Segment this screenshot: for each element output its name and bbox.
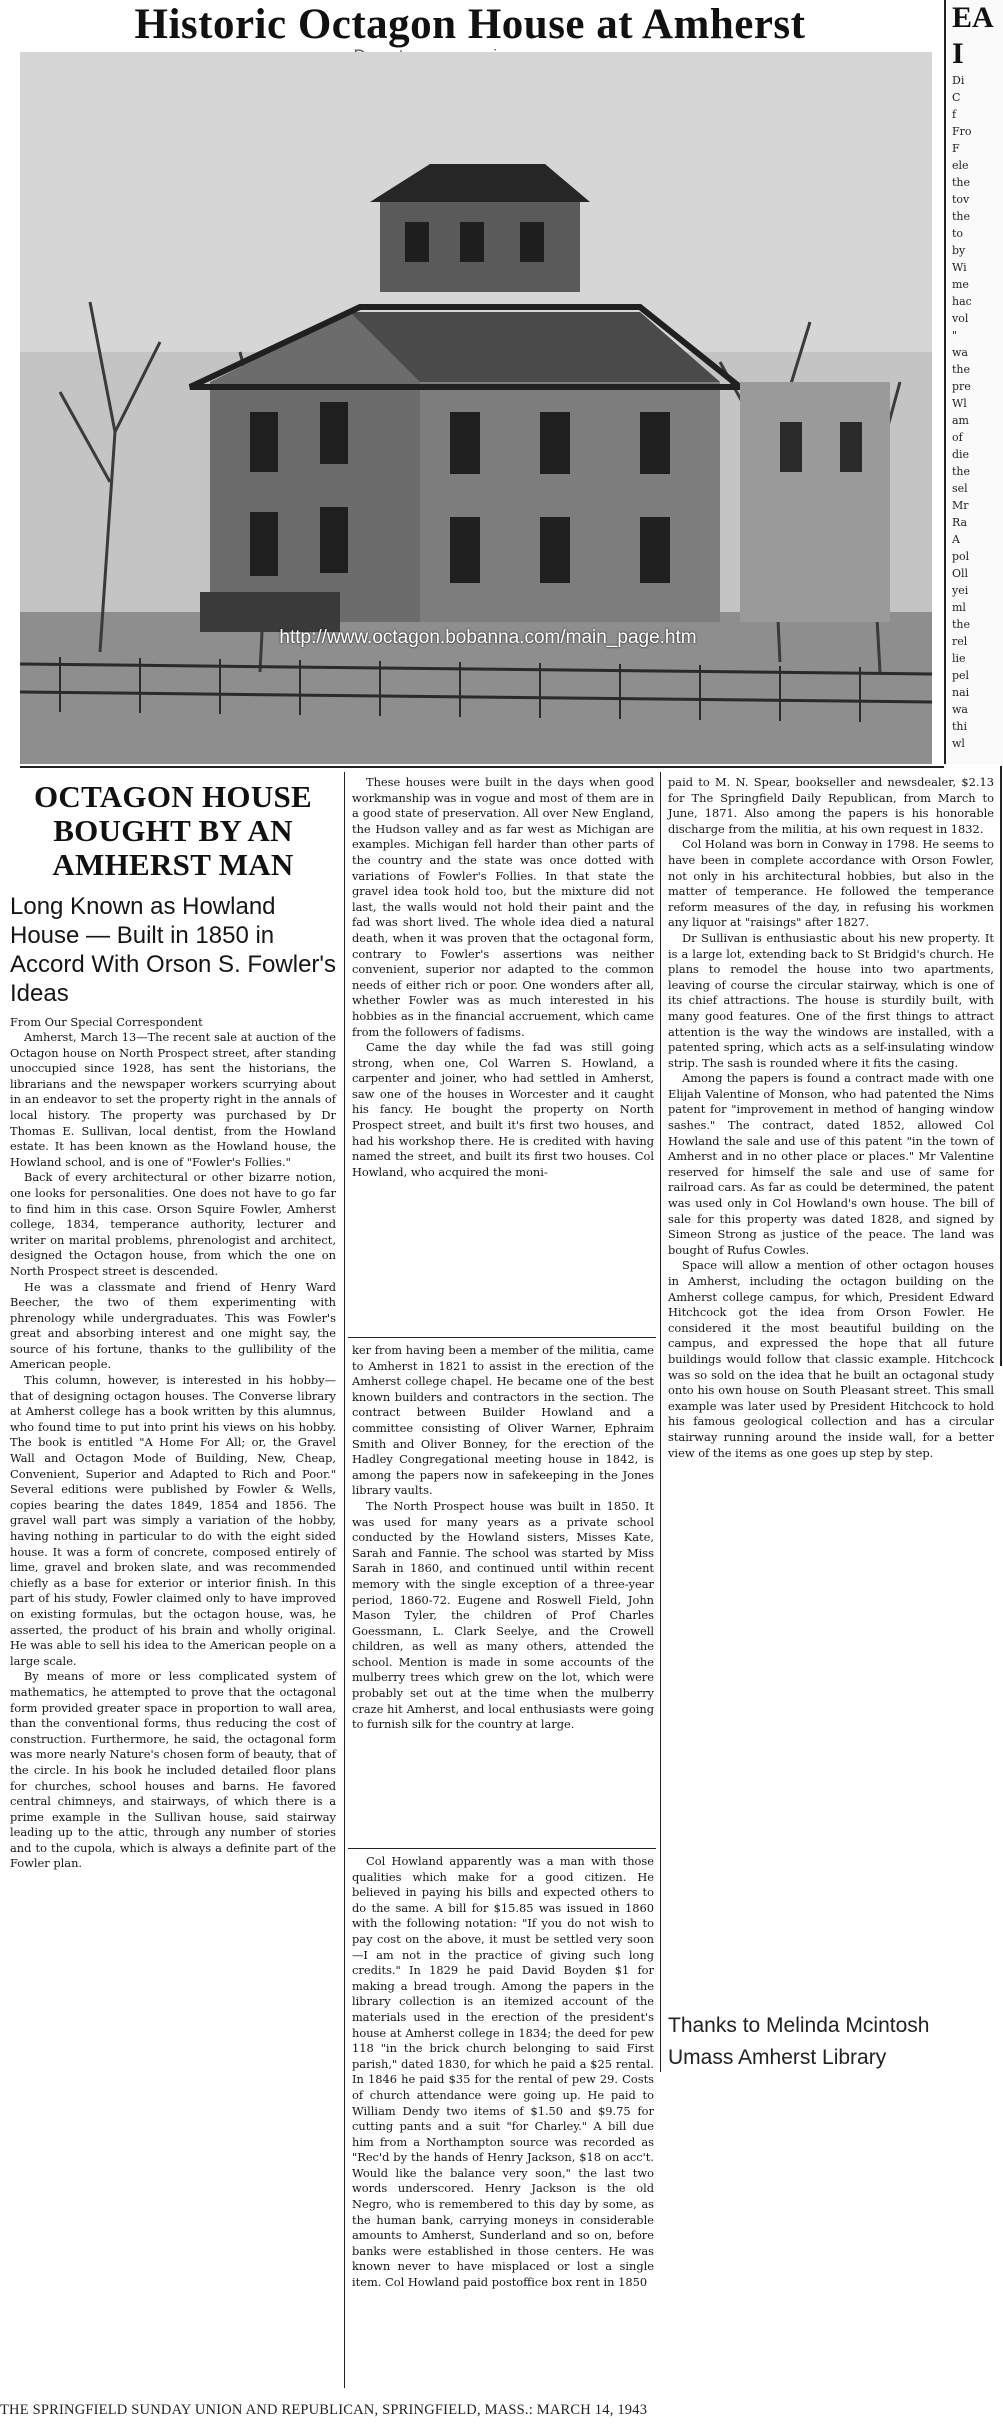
article-column-2-top <box>352 775 654 1180</box>
fragment-text: C <box>952 91 961 104</box>
fragment-text: thi <box>952 720 968 733</box>
article-paragraph: This column, however, is interested in his hobby—that of designing octagon houses. The Converse library at Amherst college has a book written by this alumnus, who found time to put into print his views on his hobby. The book is entitled "A Home For All; or, the Gravel Wall and Octagon Mode of Building, New, Cheap, Convenient, Superior and Adapted to Rich and Poor." Several editions were published by Fowler & Wells, copies bearing the dates 1849, 1854 and 1856. The gravel wall part was simply a variation of the hobby, having nothing in particular to do with the eight sided house. It was a form of concrete, composed entirely of lime, gravel and broken slate, and was recommended chiefly as a base for exterior or interior finish. In this part of his study, Fowler claimed only to have improved on existing formulas, but the octagon house, was, he asserted, the product of his brain and wholly original. He was able to sell his idea to the American people on a large scale. <box>10 1373 336 1668</box>
article-paragraph: Col Holand was born in Conway in 1798. He seems to have been in complete accordance with Orson Fowler, not only in his architectural hobbies, but also in the matter of temperance. He followed the temperance reform measures of the day, in refusing his workmen any liquor at "raisings" after 1827. <box>668 837 994 930</box>
fragment-text: Wl <box>952 397 967 410</box>
fragment-text: of <box>952 431 963 444</box>
fragment-text: pel <box>952 669 970 682</box>
column-rule <box>20 766 944 768</box>
article-paragraph: The North Prospect house was built in 1850. It was used for many years as a private school conducted by the Howland sisters, Misses Kate, Sarah and Fannie. The school was started by Miss Sarah in 1860, and continued until within recent memory with the single exception of a three-year period, 1860-72. Eugene and Roswell Field, John Mason Tyler, the children of Prof Charles Goessmann, L. Clark Seelye, and the Crowell children, as well as many others, attended the school. Mention is made in some accounts of the mulberry trees which grew on the lot, which were probably set out at the time when the mulberry craze hit Amherst, and local enthusiasts were going to furnish silk for the country at large. <box>352 1498 654 1732</box>
photo-url-overlay: http://www.octagon.bobanna.com/main_page.htm <box>279 627 697 648</box>
fragment-text: the <box>952 176 971 189</box>
article-column-1 <box>10 780 336 1872</box>
article-title: OCTAGON HOUSE BOUGHT BY AN AMHERST MAN <box>33 779 313 882</box>
fragment-text: rel <box>952 635 968 648</box>
fragment-text: yei <box>952 584 969 597</box>
fragment-big-letter: EA <box>952 1 994 34</box>
credits <box>668 2010 988 2074</box>
adjacent-column-fragment <box>944 0 1003 764</box>
octagon-house-photo <box>20 52 932 764</box>
fragment-text: the <box>952 618 971 631</box>
article-paragraph: Back of every architectural or other bizarre notion, one looks for personalities. One does not have to go far to find him in this case. Orson Squire Fowler, Amherst college, 1834, temperance authority, lecturer and writer on marital problems, phrenologist and architect, designed the Octagon house, from which the one on North Prospect street is descended. <box>10 1170 336 1278</box>
article-paragraph: paid to M. N. Spear, bookseller and newsdealer, $2.13 for The Springfield Daily Republican, from March to June, 1871. Also among the papers is his honorable discharge from the militia, at his own request in 1832. <box>668 775 994 836</box>
fragment-text: me <box>952 278 969 291</box>
fragment-text: wl <box>952 737 965 750</box>
column-rule <box>660 772 661 2072</box>
fragment-text: f <box>952 108 957 121</box>
section-rule <box>348 1848 656 1849</box>
fragment-text: hac <box>952 295 972 308</box>
fragment-text: am <box>952 414 969 427</box>
fragment-text: the <box>952 363 971 376</box>
article-column-2-middle <box>352 1343 654 1733</box>
fragment-text: wa <box>952 703 968 716</box>
fragment-text: the <box>952 465 971 478</box>
fragment-text: by <box>952 244 966 257</box>
article-paragraph: Came the day while the fad was still going strong, when one, Col Warren S. Howland, a carpenter and joiner, who had settled in Amherst, saw one of the houses in Worcester and it caught his fancy. He bought the property on North Prospect street, and built it's first two houses, and had his workshop there. He is credited with having named the street, and built its first two houses. Col Howland, who acquired the moni- <box>352 1040 654 1179</box>
photo-headline: Historic Octagon House at Amherst <box>134 1 806 48</box>
fragment-text: Ra <box>952 516 968 529</box>
fragment-text: Oll <box>952 567 969 580</box>
column-1-body <box>10 1030 336 1872</box>
fragment-list <box>946 72 1003 752</box>
fragment-text: " <box>952 329 958 342</box>
fragment-text: ele <box>952 159 969 172</box>
fragment-text: sel <box>952 482 968 495</box>
article-paragraph: Among the papers is found a contract made with one Elijah Valentine of Monson, who had patented the Nims patent for "improvement in method of hanging window sashes." The contract, dated 1852, allowed Col Howland the sale and use of this patent "in the town of Amherst and in no other place or places." Mr Valentine reserved for himself the sale and use of same for railroad cars. As far as could be determined, the patent was used only in Col Howland's own house. The bill of sale for this property was dated 1828, and signed by Simeon Strong as justice of the peace. The land was bought of Rufus Cowles. <box>668 1071 994 1257</box>
fragment-text: pre <box>952 380 971 393</box>
newspaper-masthead-footer: THE SPRINGFIELD SUNDAY UNION AND REPUBLICAN, SPRINGFIELD, MASS.: MARCH 14, 1943 <box>0 2402 648 2418</box>
fragment-text: nai <box>952 686 970 699</box>
fragment-text: tov <box>952 193 970 206</box>
fragment-text: die <box>952 448 970 461</box>
article-column-2-bottom <box>352 1854 654 2291</box>
article-paragraph: Space will allow a mention of other octagon houses in Amherst, including the octagon building on the Amherst college campus, for which, President Edward Hitchcock got the idea from Orson Fowler. He considered it the most beautiful building on the campus, and expressed the hope that all future buildings would follow that classic example. Hitchcock was so sold on the idea that he built an octagonal study onto his own house on South Pleasant street. This small example was later used by President Hitchcock to hold his famous geological collection and has a circular stairway running around the inside wall, for a better view of the items as one goes up step by step. <box>668 1258 994 1460</box>
section-rule <box>348 1337 656 1338</box>
fragment-text: to <box>952 227 964 240</box>
fragment-text: the <box>952 210 971 223</box>
article-paragraph: ker from having been a member of the militia, came to Amherst in 1821 to assist in the erection of the Amherst college chapel. He became one of the best known builders and contractors in the section. The contract between Builder Howland and a committee consisting of Oliver Warner, Ephraim Smith and Oliver Bonney, for the erection of the Hadley Congregational meeting house in 1842, is among the papers now in safekeeping in the Jones library vaults. <box>352 1343 654 1498</box>
article-paragraph: Col Howland apparently was a man with those qualities which make for a good citizen. He believed in paying his bills and expected others to do the same. A bill for $15.85 was issued in 1860 with the following notation: "If you do not wish to pay cost on the above, it must be settled very soon—I am not in the practice of giving such long credits." In 1829 he paid David Boyden $1 for making a bread trough. Among the papers in the library collection is an itemized account of the materials used in the erection of the president's house at Amherst college in 1834; the deed for pew 118 "in the brick church belonging to said First parish," dated 1830, for which he paid a $25 rental. In 1846 he paid $35 for the rental of pew 29. Costs of church attendance were going up. He paid to William Dendy two items of $1.50 and $9.75 for cutting pants and a suit "for Charley." A bill due him from a Northampton source was recorded as "Rec'd by the hands of Henry Jackson, $18 on acc't. Would like the balance very soon," the last two words underscored. Henry Jackson is the old Negro, who is remembered to this day by some, as the human bank, carrying moneys in considerable amounts to Amherst, Sunderland and so on, before banks were established in those centers. He was known never to have misplaced or lost a single item. Col Howland paid postoffice box rent in 1850 <box>352 1854 654 2290</box>
fragment-text: A <box>952 533 960 546</box>
fragment-text: pol <box>952 550 970 563</box>
column-rule <box>1000 766 1002 1366</box>
fragment-text: Mr <box>952 499 969 512</box>
house-illustration <box>20 52 932 764</box>
article-paragraph: He was a classmate and friend of Henry Ward Beecher, the two of them experimenting with phrenology while undergraduates. This was Fowler's great and absorbing interest and one might say, the source of his fortune, thanks to the gullibility of the American people. <box>10 1279 336 1372</box>
article-paragraph: Amherst, March 13—The recent sale at auction of the Octagon house on North Prospect street, after standing unoccupied since 1928, has sent the historians, the librarians and the newspaper workers scurrying about in an endeavor to set the property right in the annals of local history. The property was purchased by Dr Thomas E. Sullivan, local dentist, from the Howland estate. It has been known as the Howland house, the Howland school, and is one of "Fowler's Follies." <box>10 1030 336 1169</box>
fragment-text: Fro <box>952 125 972 138</box>
credits-line: Thanks to Melinda Mcintosh <box>668 2014 930 2037</box>
article-paragraph: These houses were built in the days when good workmanship was in vogue and most of them are in a good state of preservation. All over New England, the Hudson valley and as far west as Michigan are examples. Michigan fell harder than other parts of the country and the state was once dotted with variations of Fowler's Follies. In that state the gravel idea took hold too, but the mixture did not last, the walls would not hold their paint and the fad was short lived. The whole idea died a natural death, when it was proven that the octagonal form, contrary to Fowler's assertions was neither convenient, superior nor adapted to the common needs of either rich or poor. One wonders after all, whether Fowler was as much interested in his hobbies as in the financial accruement, which came from the followers of fadisms. <box>352 775 654 1039</box>
fragment-text: lie <box>952 652 966 665</box>
article-byline: From Our Special Correspondent <box>10 1015 203 1029</box>
fragment-text: Di <box>952 74 965 87</box>
fragment-text: vol <box>952 312 969 325</box>
fragment-big-letter: I <box>952 37 964 70</box>
article-paragraph: By means of more or less complicated system of mathematics, he attempted to prove that the octagonal form provided greater space in proportion to wall area, than the conventional forms, thus reducing the cost of construction. Furthermore, he said, the octagonal form was more nearly Nature's chosen form of beauty, that of the circle. In his book he included detailed floor plans for churches, school houses and barns. He favored central chimneys, and stairways, of which there is a prime example in the Sullivan house, said stairway leading up to the attic, through any number of stories and to the cupola, which is always a definite part of the Fowler plan. <box>10 1669 336 1871</box>
column-rule <box>344 772 345 2388</box>
article-paragraph: Dr Sullivan is enthusiastic about his new property. It is a large lot, extending back to St Bridgid's church. He plans to remodel the house into two apartments, leaving of course the circular stairway, which is one of its chief attractions. The house is sturdily built, with many good features. One of the first things to attract attention is the way the windows are installed, with a patented spring, which acts as a self-insulating window strip. The sash is rounded where it fits the casing. <box>668 930 994 1070</box>
fragment-text: wa <box>952 346 968 359</box>
credits-line: Umass Amherst Library <box>668 2046 887 2069</box>
article-column-3 <box>668 775 994 1461</box>
fragment-text: Wi <box>952 261 967 274</box>
article-deck: Long Known as Howland House — Built in 1850 in Accord With Orson S. Fowler's Ideas <box>10 893 336 1007</box>
fragment-text: ml <box>952 601 966 614</box>
fragment-text: F <box>952 142 960 155</box>
